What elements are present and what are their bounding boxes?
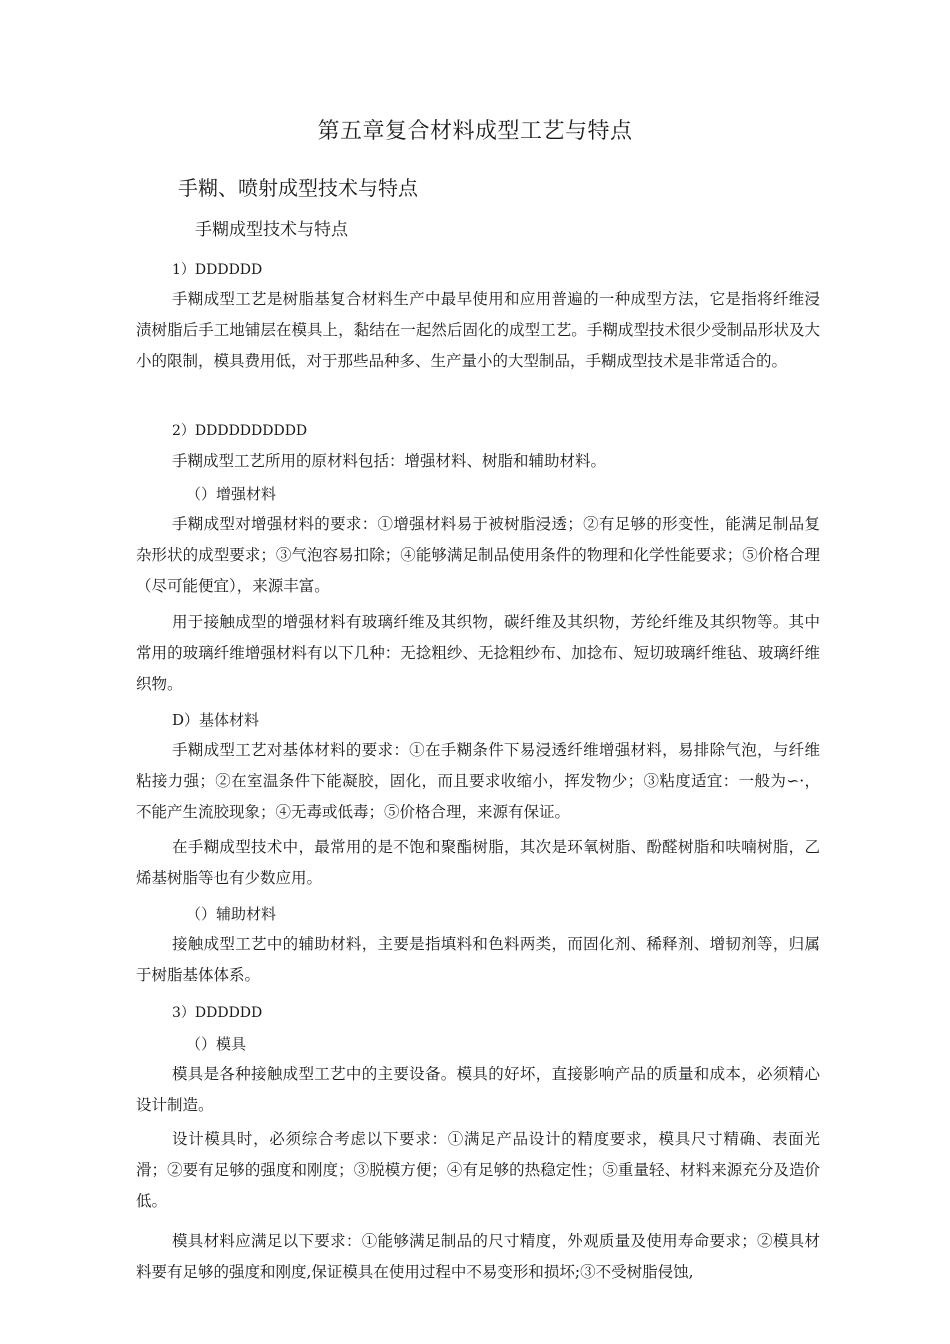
item-label-3: 3）DDDDDD <box>172 1005 263 1021</box>
label-reinforcement: （）增强材料 <box>186 485 277 503</box>
paragraph-1: 手糊成型工艺是树脂基复合材料生产中最早使用和应用普遍的一种成型方法，它是指将纤维浸渍树脂后手工地铺层在模具上，黏结在一起然后固化的成型工艺。手糊成型技术很少受制品形状及大小的限制，模具费用低，对于那些品种多、生产量小的大型制品，手糊成型技术是非常适合的。 <box>136 290 820 370</box>
label-matrix: D）基体材料 <box>172 711 260 729</box>
paragraph-7: 接触成型工艺中的辅助材料，主要是指填料和色料两类，而固化剂、稀释剂、增韧剂等，归属于树脂基体体系。 <box>136 935 820 984</box>
paragraph-9: 设计模具时，必须综合考虑以下要求：①满足产品设计的精度要求，模具尺寸精确、表面光滑；②要有足够的强度和刚度；③脱模方便；④有足够的热稳定性；⑤重量轻、材料来源充分及造价低。 <box>136 1130 820 1210</box>
subsection-heading: 手糊成型技术与特点 <box>195 220 348 240</box>
paragraph-6: 在手糊成型技术中，最常用的是不饱和聚酯树脂，其次是环氧树脂、酚醛树脂和呋喃树脂，乙烯基树脂等也有少数应用。 <box>136 838 820 887</box>
label-mold: （）模具 <box>186 1035 247 1053</box>
item-label-1: 1）DDDDDD <box>172 262 263 278</box>
paragraph-3: 手糊成型对增强材料的要求：①增强材料易于被树脂浸透；②有足够的形变性，能满足制品复杂形状的成型要求；③气泡容易扣除；④能够满足制品使用条件的物理和化学性能要求；⑤价格合理（尽可能便宜），来源丰富。 <box>136 515 820 595</box>
paragraph-8: 模具是各种接触成型工艺中的主要设备。模具的好坏，直接影响产品的质量和成本，必须精心设计制造。 <box>136 1065 820 1114</box>
section-heading: 手糊、喷射成型技术与特点 <box>178 176 418 200</box>
paragraph-4: 用于接触成型的增强材料有玻璃纤维及其织物，碳纤维及其织物，芳纶纤维及其织物等。其中常用的玻璃纤维增强材料有以下几种：无捻粗纱、无捻粗纱布、加捻布、短切玻璃纤维毡、玻璃纤维织物。 <box>136 613 820 693</box>
paragraph-2: 手糊成型工艺所用的原材料包括：增强材料、树脂和辅助材料。 <box>172 452 607 470</box>
chapter-title: 第五章复合材料成型工艺与特点 <box>317 119 633 144</box>
label-auxiliary: （）辅助材料 <box>186 905 277 923</box>
item-label-2: 2）DDDDDDDDDD <box>172 423 308 439</box>
paragraph-5: 手糊成型工艺对基体材料的要求：①在手糊条件下易浸透纤维增强材料，易排除气泡，与纤维粘接力强；②在室温条件下能凝胶，固化，而且要求收缩小，挥发物少；③粘度适宜：一般为∽·，不能产生流胶现象；④无毒或低毒；⑤价格合理，来源有保证。 <box>136 741 820 821</box>
paragraph-10: 模具材料应满足以下要求：①能够满足制品的尺寸精度，外观质量及使用寿命要求；②模具材料要有足够的强度和刚度,保证模具在使用过程中不易变形和损坏;③不受树脂侵蚀, <box>136 1232 820 1281</box>
